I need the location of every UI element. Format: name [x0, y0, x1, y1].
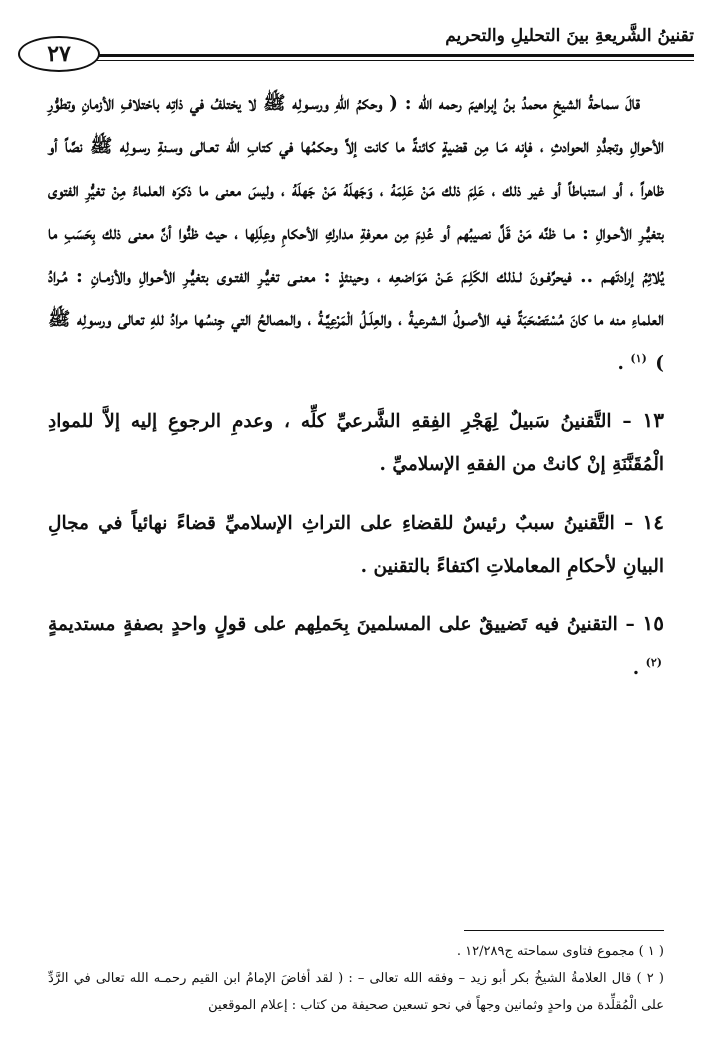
footnote-2: ( ٢ ) قال العلامةُ الشيخُ بكر أبو زيد – وفقه الله تعالى – : ( لقد أفاضَ الإمامُ ابن القيم رحمـه الله تعالى في الرَّدِّ على الْمُقلِّدة من واحدٍ وثمانين وجهاً في نحو تسعين صحيفة من كتاب : إعلام الموقعين: [48, 971, 664, 1013]
header-rule-thin: [96, 60, 694, 61]
body-text: [48, 82, 664, 690]
page-number: ٢٧: [18, 36, 100, 72]
item-14-text: – التَّقنينُ سببٌ رئيسٌ للقضاءِ على التراثِ الإسلاميِّ قضاءً نهائياً في مجالِ البيانِ لأحكامِ المعاملاتِ اكتفاءً بالتقنين .: [48, 512, 664, 577]
running-title: تقنينُ الشَّريعةِ بينَ التحليلِ والتحريم: [445, 26, 694, 46]
footnote-ref-2: (٢): [645, 656, 662, 670]
item-14: [48, 501, 664, 589]
item-15-text: – التقنينُ فيه تَضييقٌ على المسلمينَ بِحَملِهم على قولٍ واحدٍ بصفةٍ مستديمةٍ: [48, 614, 635, 636]
footnote-1: ( ١ ) مجموع فتاوى سماحته ج١٢/٢٨٩ .: [456, 944, 664, 959]
item-15: ١٥ – التقنينُ فيه تَضييقٌ على المسلمينَ بِحَملِهم على قولٍ واحدٍ بصفةٍ مستديمةٍ $^{(٢)}$ .: [48, 611, 664, 679]
footnote-rule: [464, 930, 664, 931]
footnotes: [48, 938, 664, 1019]
item-13: [48, 399, 664, 487]
item-14-number: ١٤: [642, 509, 664, 534]
header-rule-thick: [96, 54, 694, 57]
item-15-number: ١٥: [642, 611, 664, 636]
item-13-number: ١٣: [642, 408, 664, 433]
item-13-text: – التَّقنينُ سَبيلٌ لِهَجْرِ الفِقهِ الشَّرعيِّ كلِّه ، وعدمِ الرجوعِ إليه إلاَّ للموادِ الْمُقَنَّنَةِ إنْ كانتْ من الفقهِ الإسلاميِّ .: [48, 411, 664, 476]
quote-paragraph: قالَ سماحةُ الشيخِ محمدُ بنُ إبراهيمَ رحمه الله : ( وحكمُ اللهِ ورسـولِه ﷺ لا يختلفُ في ذاتِه باختلافِ الأزمانِ وتطوُّرِ الأحوالِ وتجدُّدِ الحوادثِ ، فإنه مَـا مِن قضيةٍ كائنةً ما كانت إلاَّ وحكمُها في كتابِ الله تعـالى وسـنةِ رسـولِه ﷺ نصَّاً أو ظاهراً ، أو استنباطاً أو غير ذلك ، عَلِمَ ذلك مَنْ عَلِمَهُ ، وَجَهلَهُ مَنْ جَهلَهُ ، وليسَ معنى ما ذكرَه العلماءُ مِنْ تغيُّرِ الفتوى بتغيُّـرِ الأحـوالِ : مـا ظنَّه مَنْ قَلَّ نصيبُهم أو عُدِمَ مِن معرفةِ مداركِ الأحكامِ وعِلَلِها ، حيث ظنُّوا أنَّ معنى ذلك بِحَسَبِ ما يُلائِمُ إرادتَهـم .. فيحرِّفـونَ لـذلك الكَلِـمَ عَـنْ مَوَاضعِه ، وحينئذٍ : معنـى تغيُّـرِ الفتـوى بتغيُّـرِ الأحـوالِ والأزمـانِ : مُـرادُ العلماءِ منه ما كانَ مُسْتَصْحَبَةً فيه الأصـولُ الـشرعيةُ ، والعِلَـلُ الْمَرْعِيَّـةُ ، والمصالحُ التي جِنسُها مرادُ للهِ تعالى ورسولِه ﷺ ) $^{(١)}$ .: [48, 93, 664, 374]
footnote-ref-1: (١): [630, 351, 647, 365]
quote-text: قالَ سماحةُ الشيخِ محمدُ بنُ إبراهيمَ رحمه الله : ( وحكمُ اللهِ ورسـولِه ﷺ لا يختلفُ في ذاتِه باختلافِ الأزمانِ وتطوُّرِ الأحوالِ وتجدُّدِ الحوادثِ ، فإنه مَـا مِن قضيةٍ كائنةً ما كانت إلاَّ وحكمُها في كتابِ الله تعـالى وسـنةِ رسـولِه ﷺ نصَّاً أو ظاهراً ، أو استنباطاً أو غير ذلك ، عَلِمَ ذلك مَنْ عَلِمَهُ ، وَجَهلَهُ مَنْ جَهلَهُ ، وليسَ معنى ما ذكرَه العلماءُ مِنْ تغيُّرِ الفتوى بتغيُّـرِ الأحـوالِ : مـا ظنَّه مَنْ قَلَّ نصيبُهم أو عُدِمَ مِن معرفةِ مداركِ الأحكامِ وعِلَلِها ، حيث ظنُّوا أنَّ معنى ذلك بِحَسَبِ ما يُلائِمُ إرادتَهـم .. فيحرِّفـونَ لـذلك الكَلِـمَ عَـنْ مَوَاضعِه ، وحينئذٍ : معنـى تغيُّـرِ الفتـوى بتغيُّـرِ الأحـوالِ والأزمـانِ : مُـرادُ العلماءِ منه ما كانَ مُسْتَصْحَبَةً فيه الأصـولُ الـشرعيةُ ، والعِلَـلُ الْمَرْعِيَّـةُ ، والمصالحُ التي جِنسُها مرادُ للهِ تعالى ورسولِه ﷺ ): [48, 93, 664, 374]
page-header: [14, 8, 694, 70]
